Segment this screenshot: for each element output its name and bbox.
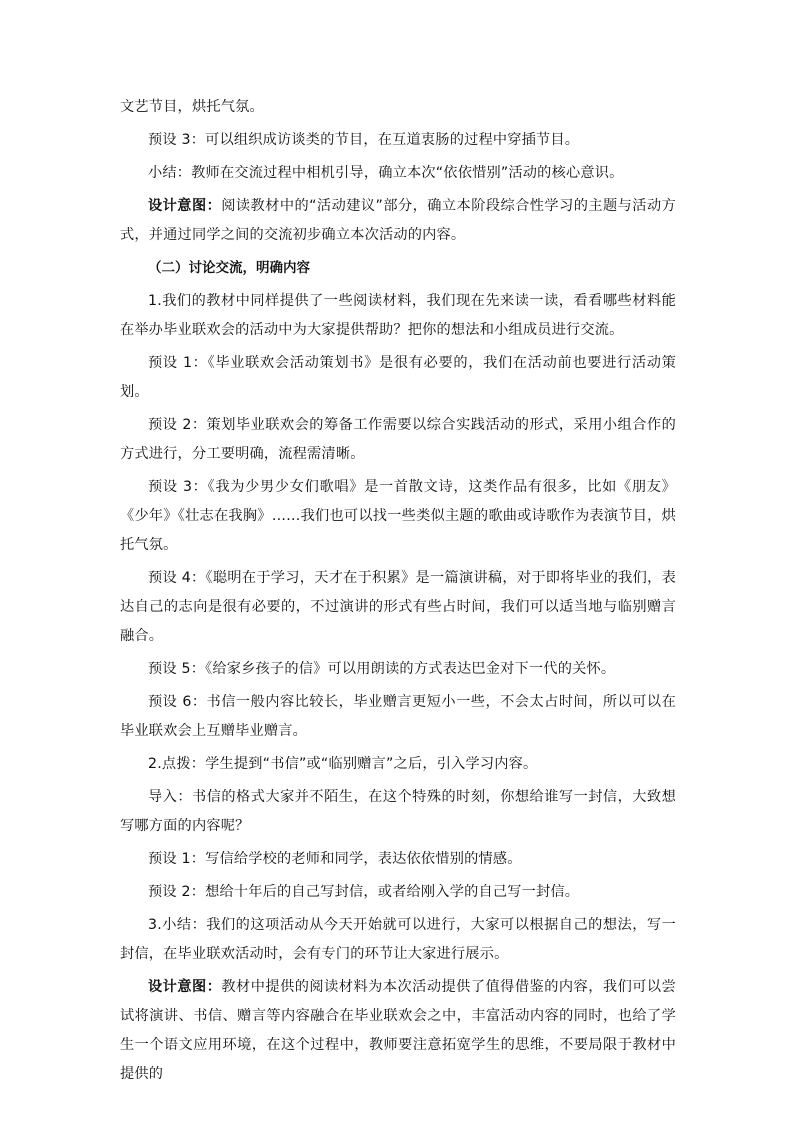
paragraph: 预设 2：想给十年后的自己写封信，或者给刚入学的自己写一封信。 <box>148 884 580 900</box>
paragraph: 预设 5：《给家乡孩子的信》可以用朗读的方式表达巴金对下一代的关怀。 <box>148 661 616 677</box>
paragraph: 预设 4：《聪明在于学习，天才在于积累》是一篇演讲稿，对于即将毕业的我们，表达自己的志向是很有必要的，不过演讲的形式有些占时间，我们可以适当地与临别赠言融合。 <box>120 570 676 644</box>
paragraph: 预设 6：书信一般内容比较长，毕业赠言更短小一些，不会太占时间，所以可以在毕业联欢会上互赠毕业赠言。 <box>120 694 676 739</box>
design-intent-paragraph <box>120 973 676 1089</box>
design-intent-label: 设计意图： <box>148 198 222 214</box>
paragraph: 小结：教师在交流过程中相机引导，确立本次“依依惜别”活动的核心意识。 <box>148 165 624 181</box>
paragraph: 预设 3：可以组织成访谈类的节目，在互道衷肠的过程中穿插节目。 <box>148 132 580 148</box>
paragraph: 预设 1：《毕业联欢会活动策划书》是很有必要的，我们在活动前也要进行活动策划。 <box>120 355 676 400</box>
paragraph: 预设 3：《我为少男少女们歌唱》是一首散文诗，这类作品有很多，比如《朋友》《少年》《壮志在我胸》……我们也可以找一些类似主题的歌曲或诗歌作为表演节目，烘托气氛。 <box>120 479 676 553</box>
paragraph: 导入：书信的格式大家并不陌生，在这个特殊的时刻，你想给谁写一封信，大致想写哪方面的内容呢？ <box>120 789 676 834</box>
paragraph: 2.点拨：学生提到“书信”或“临别赠言”之后，引入学习内容。 <box>148 756 538 772</box>
design-intent-paragraph <box>120 192 676 250</box>
design-intent-label: 设计意图： <box>148 979 222 995</box>
paragraph: 1.我们的教材中同样提供了一些阅读材料，我们现在先来读一读，看看哪些材料能在举办毕业联欢会的活动中为大家提供帮助？把你的想法和小组成员进行交流。 <box>120 293 676 338</box>
paragraph: 预设 2：策划毕业联欢会的筹备工作需要以综合实践活动的形式，采用小组合作的方式进行，分工要明确，流程需清晰。 <box>120 417 676 462</box>
design-intent-text: 阅读教材中的“活动建议”部分，确立本阶段综合性学习的主题与活动方式，并通过同学之间的交流初步确立本次活动的内容。 <box>120 198 676 243</box>
paragraph: 3.小结：我们的这项活动从今天开始就可以进行，大家可以根据自己的想法，写一封信，在毕业联欢活动时，会有专门的环节让大家进行展示。 <box>120 917 676 962</box>
design-intent-text: 教材中提供的阅读材料为本次活动提供了值得借鉴的内容，我们可以尝试将演讲、书信、赠言等内容融合在毕业联欢会之中，丰富活动内容的同时，也给了学生一个语文应用环境，在这个过程中，教师要注意拓宽学生的思维，不要局限于教材中提供的 <box>120 979 676 1082</box>
section-heading: （二）讨论交流，明确内容 <box>148 260 310 276</box>
paragraph: 预设 1：写信给学校的老师和同学，表达依依惜别的情感。 <box>148 851 522 867</box>
document-page <box>120 93 676 1089</box>
paragraph: 文艺节目，烘托气氛。 <box>120 99 264 115</box>
